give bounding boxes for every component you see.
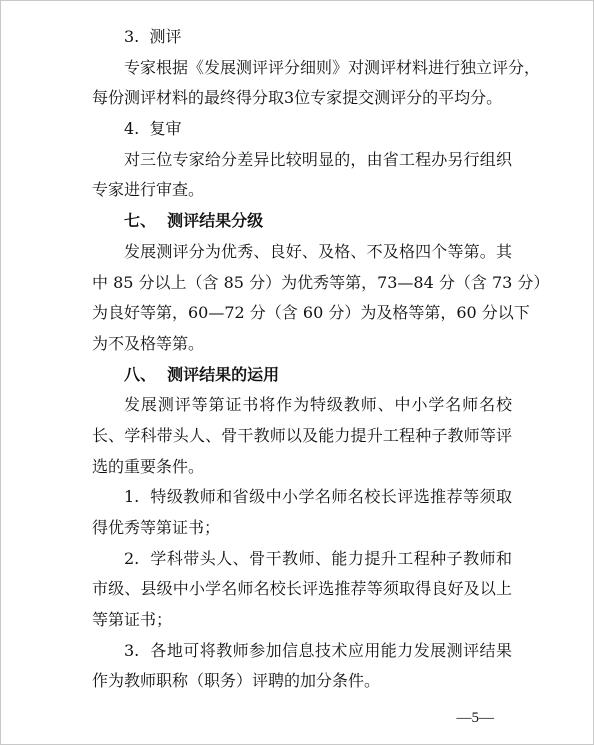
section-3-heading: 3. 测评: [124, 27, 182, 46]
page-number: —5—: [456, 710, 494, 726]
section-4-heading: 4. 复审: [124, 119, 182, 139]
document-body: [92, 22, 550, 697]
paragraph-line: 发展测评等第证书将作为特级教师、中小学名师名校: [124, 395, 512, 415]
list-item-2-continued: 等第证书；: [92, 610, 173, 630]
list-item-2-continued: 市级、县级中小学名师名校长评选推荐等须取得良好及以上: [92, 579, 512, 599]
paragraph-line: 专家进行审查。: [92, 180, 205, 200]
paragraph-line: 发展测评分为优秀、良好、及格、不及格四个等第。其: [124, 241, 512, 261]
paragraph-line: 中 85 分以上（含 85 分）为优秀等第，73—84 分（含 73 分）: [92, 272, 550, 292]
page-footer: [0, 706, 594, 730]
list-item-1: 1. 特级教师和省级中小学名师名校长评选推荐等须取: [124, 487, 512, 507]
paragraph-line: 专家根据《发展测评评分细则》对测评材料进行独立评分，: [124, 57, 541, 77]
list-item-3-continued: 作为教师职称（职务）评聘的加分条件。: [92, 671, 381, 691]
paragraph-line: 为不及格等第。: [92, 333, 205, 353]
paragraph-line: 对三位专家给分差异比较明显的，由省工程办另行组织: [124, 149, 512, 169]
list-item-1-continued: 得优秀等第证书；: [92, 518, 221, 537]
section-8-heading: 八、 测评结果的运用: [124, 364, 280, 384]
section-7-heading: 七、 测评结果分级: [124, 211, 264, 231]
list-item-2: 2. 学科带头人、骨干教师、能力提升工程种子教师和: [124, 548, 512, 568]
list-item-3: 3. 各地可将教师参加信息技术应用能力发展测评结果: [124, 640, 512, 660]
paragraph-line: 为良好等第，60—72 分（含 60 分）为及格等第，60 分以下: [92, 303, 530, 323]
paragraph-line: 选的重要条件。: [92, 456, 205, 476]
paragraph-line: 每份测评材料的最终得分取3位专家提交测评分的平均分。: [92, 88, 503, 108]
paragraph-line: 长、学科带头人、骨干教师以及能力提升工程种子教师等评: [92, 425, 512, 445]
